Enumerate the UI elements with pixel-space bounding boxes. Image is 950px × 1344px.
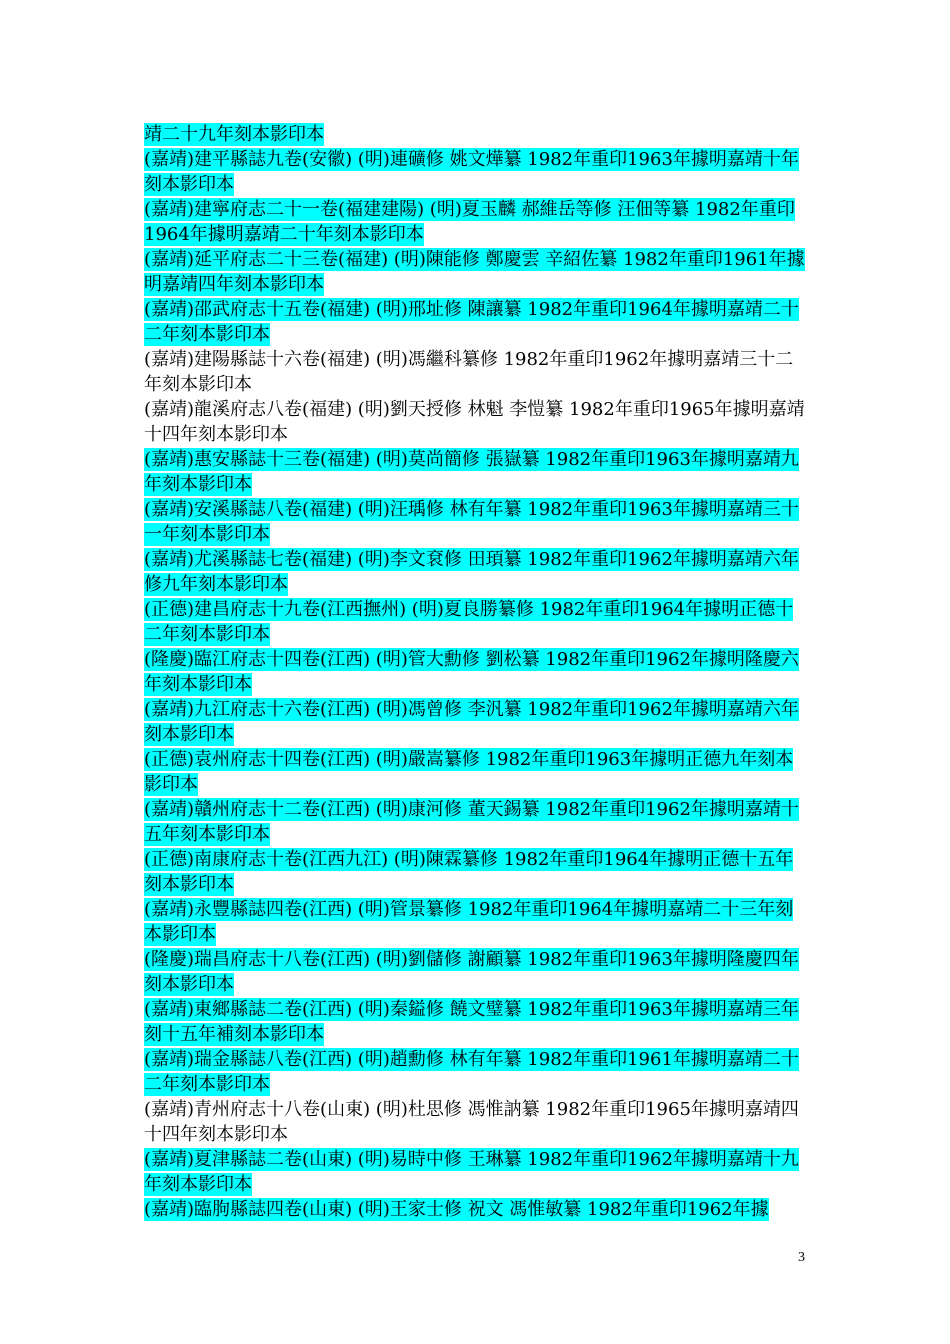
document-body — [144, 122, 806, 1222]
list-item: (隆慶)臨江府志十四卷(江西) (明)管大勳修 劉松纂 1982年重印1962年據明隆慶六年刻本影印本 — [144, 649, 799, 695]
list-item: (嘉靖)夏津縣誌二卷(山東) (明)易時中修 王琳纂 1982年重印1962年據明嘉靖十九年刻本影印本 — [144, 1149, 799, 1195]
list-item: (隆慶)瑞昌府志十八卷(江西) (明)劉儲修 謝顧纂 1982年重印1963年據明隆慶四年刻本影印本 — [144, 949, 799, 995]
list-item: (嘉靖)建平縣誌九卷(安徽) (明)連礦修 姚文燁纂 1982年重印1963年據明嘉靖十年刻本影印本 — [144, 149, 799, 195]
list-item: (嘉靖)建寧府志二十一卷(福建建陽) (明)夏玉麟 郝維岳等修 汪佃等纂 1982年重印1964年據明嘉靖二十年刻本影印本 — [144, 199, 795, 245]
list-item: (嘉靖)青州府志十八卷(山東) (明)杜思修 馮惟訥纂 1982年重印1965年據明嘉靖四十四年刻本影印本 — [144, 1099, 799, 1145]
list-item: (嘉靖)延平府志二十三卷(福建) (明)陳能修 鄭慶雲 辛紹佐纂 1982年重印1961年據明嘉靖四年刻本影印本 — [144, 249, 805, 295]
list-item: (嘉靖)東鄉縣誌二卷(江西) (明)秦鎰修 饒文璧纂 1982年重印1963年據明嘉靖三年刻十五年補刻本影印本 — [144, 999, 799, 1045]
list-item: (正德)南康府志十卷(江西九江) (明)陳霖纂修 1982年重印1964年據明正德十五年刻本影印本 — [144, 849, 794, 895]
list-item: (嘉靖)臨朐縣誌四卷(山東) (明)王家士修 祝文 馮惟敏纂 1982年重印1962年據 — [144, 1199, 769, 1220]
list-item: (正德)建昌府志十九卷(江西撫州) (明)夏良勝纂修 1982年重印1964年據明正德十二年刻本影印本 — [144, 599, 794, 645]
list-item: (嘉靖)建陽縣誌十六卷(福建) (明)馮繼科纂修 1982年重印1962年據明嘉靖三十二年刻本影印本 — [144, 349, 794, 395]
list-item: (正德)袁州府志十四卷(江西) (明)嚴嵩纂修 1982年重印1963年據明正德九年刻本影印本 — [144, 749, 794, 795]
list-item: (嘉靖)贛州府志十二卷(江西) (明)康河修 董天錫纂 1982年重印1962年據明嘉靖十五年刻本影印本 — [144, 799, 799, 845]
list-item: (嘉靖)永豐縣誌四卷(江西) (明)管景纂修 1982年重印1964年據明嘉靖二十三年刻本影印本 — [144, 899, 794, 945]
list-item: (嘉靖)邵武府志十五卷(福建) (明)邢址修 陳讓纂 1982年重印1964年據明嘉靖二十二年刻本影印本 — [144, 299, 799, 345]
list-item: (嘉靖)惠安縣誌十三卷(福建) (明)莫尚簡修 張嶽纂 1982年重印1963年據明嘉靖九年刻本影印本 — [144, 449, 799, 495]
list-item: (嘉靖)瑞金縣誌八卷(江西) (明)趙勳修 林有年纂 1982年重印1961年據明嘉靖二十二年刻本影印本 — [144, 1049, 799, 1095]
list-item: (嘉靖)龍溪府志八卷(福建) (明)劉天授修 林魁 李愷纂 1982年重印1965年據明嘉靖十四年刻本影印本 — [144, 399, 805, 445]
list-item: (嘉靖)尤溪縣誌七卷(福建) (明)李文袞修 田頊纂 1982年重印1962年據明嘉靖六年修九年刻本影印本 — [144, 549, 799, 595]
list-item: (嘉靖)安溪縣誌八卷(福建) (明)汪瑀修 林有年纂 1982年重印1963年據明嘉靖三十一年刻本影印本 — [144, 499, 799, 545]
page-number: 3 — [798, 1250, 805, 1265]
list-item: 靖二十九年刻本影印本 — [144, 124, 324, 145]
list-item: (嘉靖)九江府志十六卷(江西) (明)馮曾修 李汎纂 1982年重印1962年據明嘉靖六年刻本影印本 — [144, 699, 799, 745]
